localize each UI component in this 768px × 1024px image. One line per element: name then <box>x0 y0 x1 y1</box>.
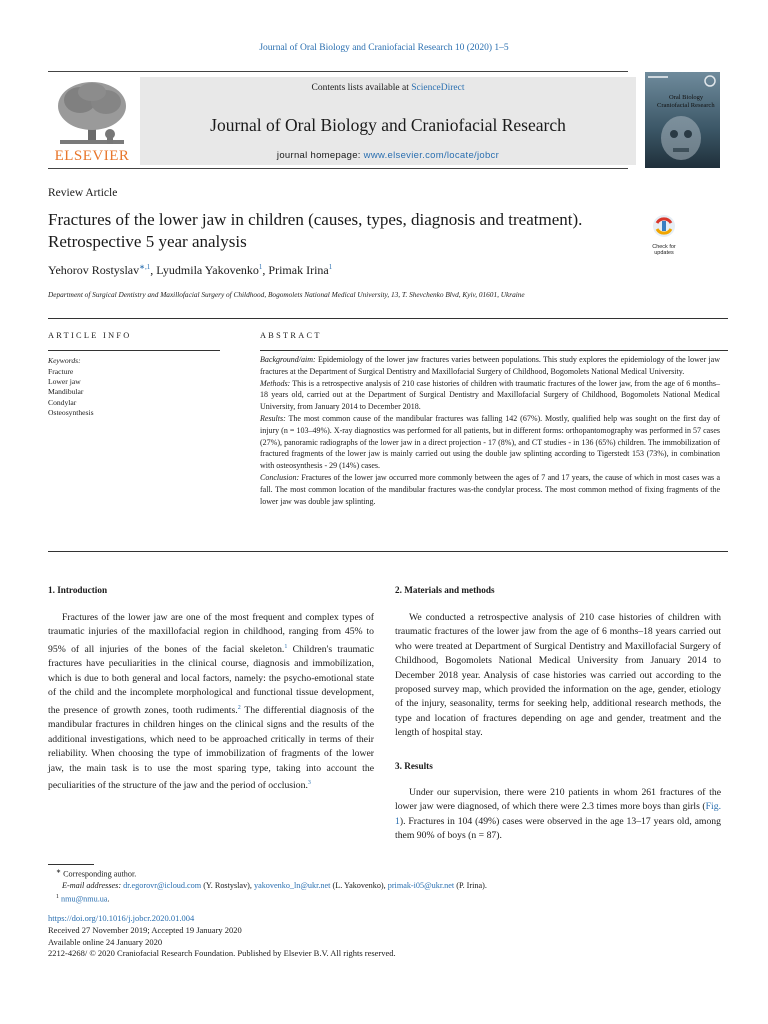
masthead-banner <box>140 77 636 165</box>
keywords-label: Keywords: <box>48 356 81 365</box>
citation-link[interactable]: 1 <box>284 643 288 650</box>
contents-prefix: Contents lists available at <box>311 83 412 93</box>
divider <box>48 318 728 319</box>
badge-label-line2: updates <box>654 250 674 256</box>
author-marks[interactable]: 1 <box>258 263 263 271</box>
keyword-item: Lower jaw <box>48 377 81 387</box>
cover-skull-icon <box>645 72 720 168</box>
doi-link[interactable]: https://doi.org/10.1016/j.jobcr.2020.01.004 <box>48 913 195 923</box>
keyword-item: Fracture <box>48 367 74 376</box>
email-label: E-mail addresses: <box>62 881 122 891</box>
journal-masthead <box>48 71 628 169</box>
abstract-label: Methods: <box>260 378 291 388</box>
journal-cover-thumbnail[interactable] <box>645 72 720 168</box>
figure-link[interactable]: Fig. 1 <box>395 801 721 827</box>
paragraph <box>48 611 374 794</box>
author-list <box>48 263 332 278</box>
footnote-divider <box>48 864 94 865</box>
email-link[interactable]: yakovenko_ln@ukr.net <box>253 881 331 891</box>
author-affiliation: Department of Surgical Dentistry and Maxillofacial Surgery of Childhood, Bogomolets National Medical University, 13, T. Shevchenko Blvd, Kyiv, 01601, Ukraine <box>48 290 525 299</box>
badge-label-line1: Check for <box>652 244 676 250</box>
elsevier-logo[interactable] <box>50 78 134 164</box>
email-link[interactable]: nmu@nmu.ua <box>61 894 108 904</box>
online-date: Available online 24 January 2020 <box>48 936 163 947</box>
homepage-link[interactable]: www.elsevier.com/locate/jobcr <box>363 150 500 161</box>
sciencedirect-link[interactable]: ScienceDirect <box>411 83 465 93</box>
abstract-body <box>260 354 720 507</box>
abstract-label: Background/aim: <box>260 355 316 364</box>
divider <box>48 350 220 351</box>
email-owner: (P. Irina). <box>454 881 487 891</box>
journal-homepage <box>140 150 636 161</box>
section-heading-introduction: 1. Introduction <box>48 585 108 595</box>
author-marks[interactable]: ∗,1 <box>139 263 151 271</box>
author-name[interactable]: Yehorov Rostyslav <box>48 263 140 277</box>
abstract-background <box>260 354 720 378</box>
abstract-text: Epidemiology of the lower jaw fractures varies between populations. This study explores the epidemiology of the lower jaw fractures at the Department of Surgical Dentistry and Maxillofacial Surgery of Childhood, Bogomolets National Medical University. <box>260 355 720 376</box>
article-type: Review Article <box>48 187 118 199</box>
homepage-prefix: journal homepage: <box>276 150 364 161</box>
results-text <box>395 786 721 844</box>
publication-info <box>48 913 396 960</box>
methods-text <box>395 611 721 741</box>
check-for-updates-badge[interactable] <box>643 213 685 256</box>
abstract-label: Conclusion: <box>260 472 300 482</box>
divider <box>48 551 728 552</box>
cover-title-line1: Oral Biology <box>669 94 704 101</box>
footnote-text: Corresponding author. <box>63 869 137 879</box>
author-separator: , <box>150 263 157 277</box>
paragraph <box>395 786 721 844</box>
email-owner: (L. Yakovenko), <box>330 881 388 891</box>
keyword-item: Mandibular <box>48 387 84 397</box>
text-run: Under our supervision, there were 210 patients in whom 261 fractures of the lower jaw were diagnosed, of which there were 2.3 times more boys than girls ( <box>395 787 721 813</box>
introduction-text <box>48 611 374 794</box>
text-run: Children's traumatic fractures have peculiarities in the clinical course, diagnosis and immobilization, which is due to both general and local factors, namely: the psycho-emotional state of the child and the incomplete morphological and functional tissue development, the presence of growth zones, tooth rudiments. <box>48 644 374 716</box>
article-info-heading: ARTICLE INFO <box>48 331 132 340</box>
text-run: ). Fractures in 104 (49%) cases were observed in the age 13–17 years old, among them 90% of boys (n = 87). <box>395 815 721 842</box>
journal-title: Journal of Oral Biology and Craniofacial Research <box>210 115 566 135</box>
author-separator: , <box>262 263 269 277</box>
text-run: Fractures of the lower jaw are one of the most frequent and complex types of traumatic injuries of the maxillofacial region in childhood, ranging from 45% to 95% of all injuries of the bones of the facial skeleton. <box>48 612 374 656</box>
keywords-list <box>48 367 94 418</box>
footnote-text: . <box>107 894 110 904</box>
abstract-heading: ABSTRACT <box>260 331 322 340</box>
footnotes <box>48 867 728 905</box>
abstract-methods <box>260 378 720 413</box>
elsevier-wordmark: ELSEVIER <box>54 148 130 164</box>
journal-citation-header[interactable]: Journal of Oral Biology and Craniofacial Research 10 (2020) 1–5 <box>259 43 509 53</box>
citation-link[interactable]: 2 <box>237 704 241 711</box>
paragraph: We conducted a retrospective analysis of 210 case histories of children with traumatic fractures of the lower jaw from the age of 6 months–18 years carried out who were treated at Department of Surgical Dentistry and Maxillofacial Surgery of Childhood, Bogomolets National Medical University from January 2014 to December 2018 year. Analysis of case histories was carried out according to the proposed survey map, which provided the information on the age, gender, etiology of the injury, seasonality, terms for seeking help, additional research methods, the type and location of fractures depending on age and gender, treatment and the length of hospital stay. <box>395 612 721 739</box>
divider <box>260 350 728 351</box>
footnote-mark: ∗ <box>56 869 62 875</box>
footnote-mark: 1 <box>56 893 59 900</box>
footnote-corresponding <box>48 867 728 880</box>
abstract-conclusion <box>260 472 720 507</box>
email-link[interactable]: dr.egorovr@icloud.com <box>123 881 202 891</box>
check-for-updates-icon <box>643 213 685 239</box>
text-run: The differential diagnosis of the mandibular fractures in children hinges on the clinical signs and the results of the additional investigations, which need to be approached critically in terms of their reliability. When choosing the type of immobilization of fragments of the lower jaw, the main task is to use the most sparing type, taking into account the peculiarities of the structure of the jaw and the period of occlusion. <box>48 704 375 792</box>
email-owner: (Y. Rostyslav), <box>201 881 254 891</box>
abstract-text: Fractures of the lower jaw occurred more commonly between the ages of 7 and 17 years, the cause of which in most cases was a fall. The most common location of the mandibular fractures was-the condylar process. The most common method of fixing fragments of the lower jaw was double jaw splinting. <box>260 472 720 506</box>
footnote-1 <box>48 892 728 905</box>
cover-title-line2: Craniofacial Research <box>657 102 715 109</box>
author-name[interactable]: Lyudmila Yakovenko <box>156 263 259 277</box>
author-marks[interactable]: 1 <box>328 263 333 271</box>
email-link[interactable]: primak-i05@ukr.net <box>387 881 455 891</box>
section-heading-results: 3. Results <box>395 761 433 771</box>
section-heading-methods: 2. Materials and methods <box>395 585 495 595</box>
received-dates: Received 27 November 2019; Accepted 19 January 2020 <box>48 924 242 935</box>
abstract-text: The most common cause of the mandibular fractures was falling 142 (67%). Mostly, qualified help was sought on the first day of injury (n = 103–49%). X-ray diagnostics was performed for all patients, but in different forms: orthopantomography was performed in 57 cases (27%), panoramic radiographs of the lower jaw in a direct projection - 17 (8%), and CT studies - in 136 (65%) children. The immobilization of fractured fragments of the lower jaw is mainly carried out using the double jaw splinting according to Tigerstedt 153 (73%), in combination with osteosynthesis - 29 (14%) cases. <box>260 413 720 471</box>
abstract-label: Results: <box>260 413 286 423</box>
contents-availability <box>140 83 636 93</box>
article-title: Fractures of the lower jaw in children (causes, types, diagnosis and treatment). Retrospective 5 year analysis <box>48 210 583 251</box>
keyword-item: Osteosynthesis <box>48 407 94 417</box>
author-name[interactable]: Primak Irina <box>268 263 329 277</box>
citation-link[interactable]: 3 <box>307 779 311 786</box>
abstract-results <box>260 413 720 472</box>
copyright-notice: 2212-4268/ © 2020 Craniofacial Research Foundation. Published by Elsevier B.V. All rights reserved. <box>48 948 396 959</box>
keyword-item: Condylar <box>48 397 77 407</box>
abstract-text: This is a retrospective analysis of 210 case histories of children with traumatic fractures of the lower jaw, from the age of 6 months–18 years old, carried out at the Department of Surgical Dentistry and Maxillofacial Surgery of Childhood, Bogomolets National Medical University, from January 2014 to December 2018. <box>260 378 720 412</box>
footnote-emails <box>48 880 728 892</box>
